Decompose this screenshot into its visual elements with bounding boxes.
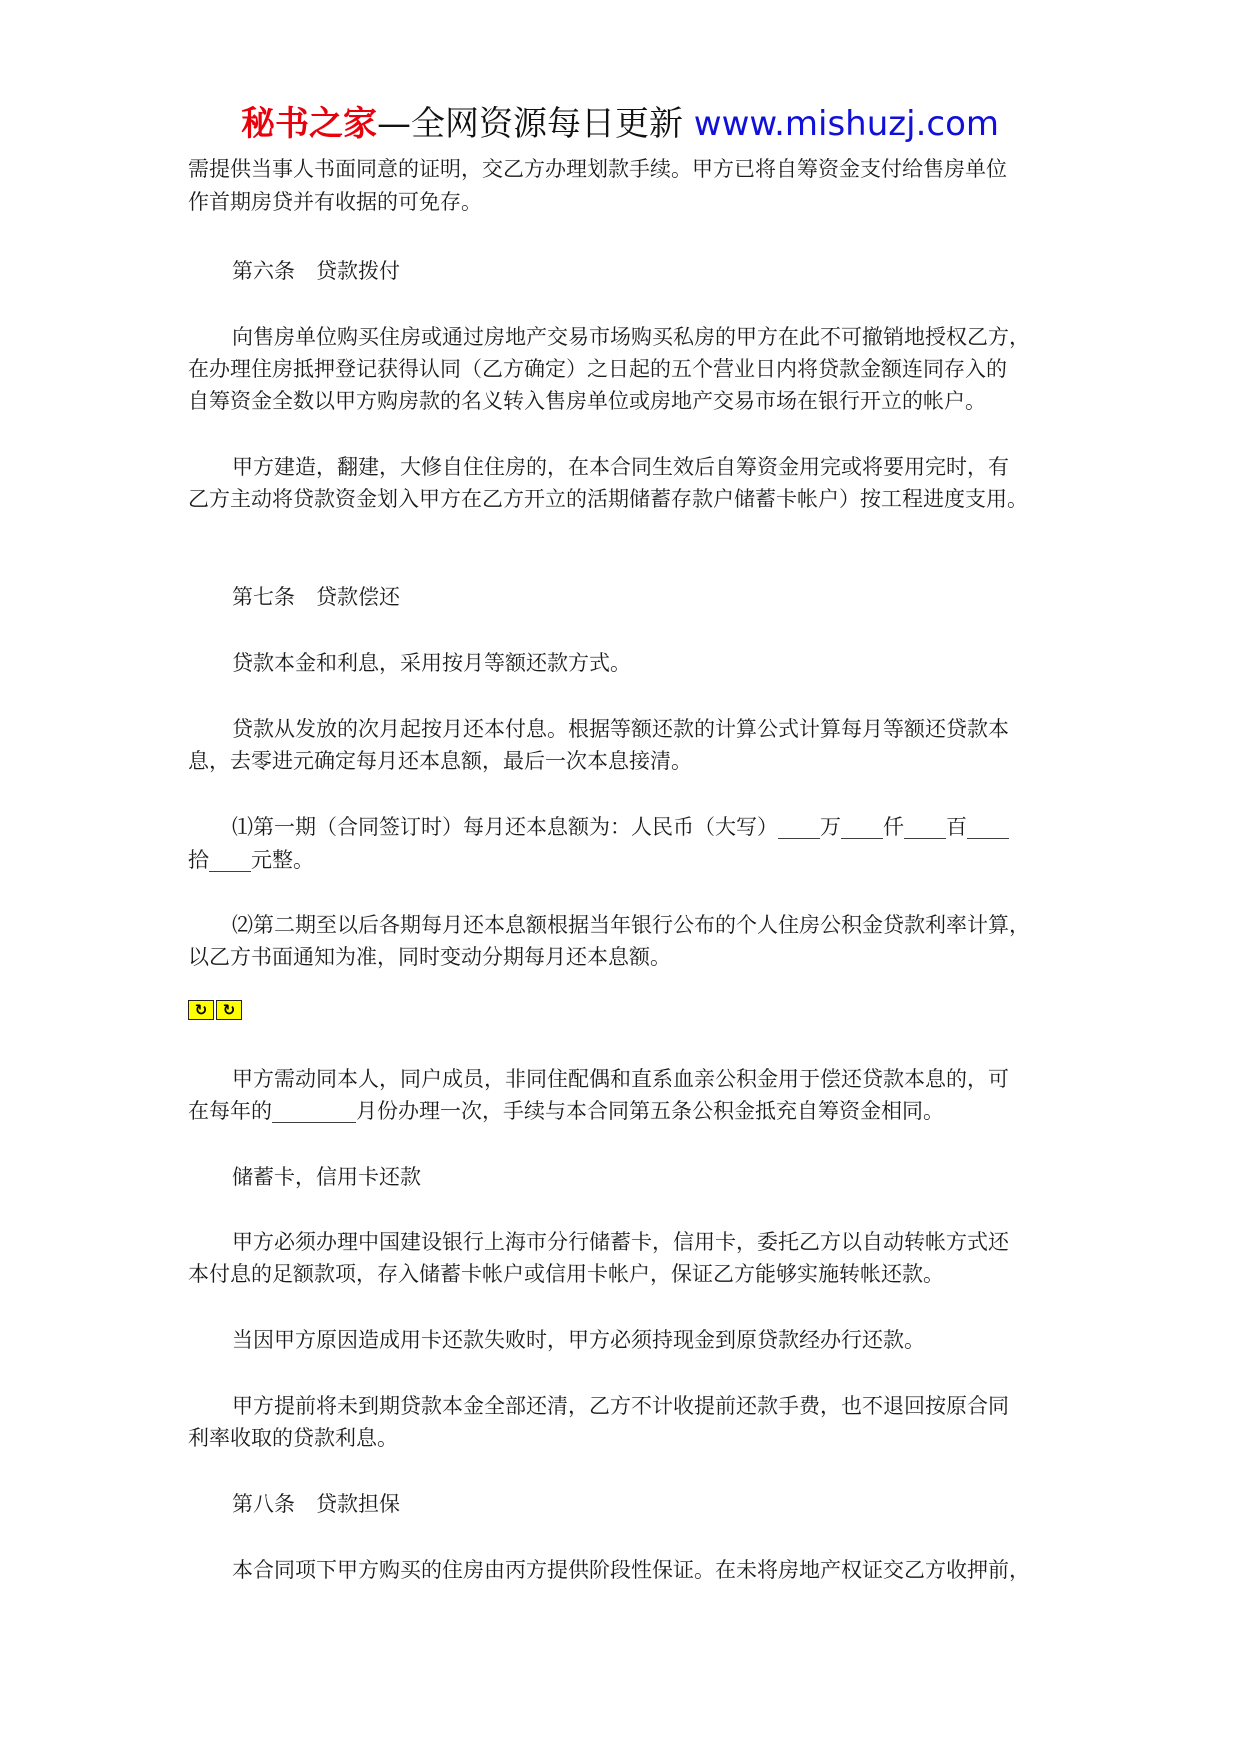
text-line: 息，去零进元确定每月还本息额，最后一次本息接清。 bbox=[188, 749, 692, 773]
site-header bbox=[0, 102, 1240, 146]
text-line: ⑴第一期（合同签订时）每月还本息额为：人民币（大写）____万____仟____百____ bbox=[232, 815, 1009, 839]
text-line: 贷款从发放的次月起按月还本付息。根据等额还款的计算公式计算每月等额还贷款本 bbox=[232, 717, 1009, 741]
macro-icon-group[interactable] bbox=[188, 1000, 242, 1020]
article-6-heading: 第六条 贷款拨付 bbox=[232, 259, 400, 283]
text-line: 甲方必须办理中国建设银行上海市分行储蓄卡，信用卡，委托乙方以自动转帐方式还 bbox=[232, 1230, 1009, 1254]
text-line: 向售房单位购买住房或通过房地产交易市场购买私房的甲方在此不可撤销地授权乙方， bbox=[232, 325, 1030, 349]
text-line: 乙方主动将贷款资金划入甲方在乙方开立的活期储蓄存款户储蓄卡帐户）按工程进度支用。 bbox=[188, 487, 1028, 511]
text-line: 当因甲方原因造成用卡还款失败时，甲方必须持现金到原贷款经办行还款。 bbox=[232, 1328, 925, 1352]
macro-icon[interactable]: ↻ bbox=[216, 1000, 242, 1020]
article-8-heading: 第八条 贷款担保 bbox=[232, 1492, 400, 1516]
text-line: 甲方需动同本人，同户成员，非同住配偶和直系血亲公积金用于偿还贷款本息的，可 bbox=[232, 1067, 1009, 1091]
site-slogan: —全网资源每日更新 bbox=[376, 104, 694, 144]
text-line: 在每年的________月份办理一次，手续与本合同第五条公积金抵充自筹资金相同。 bbox=[188, 1099, 944, 1123]
text-line: 贷款本金和利息，采用按月等额还款方式。 bbox=[232, 651, 631, 675]
text-line: 自筹资金全数以甲方购房款的名义转入售房单位或房地产交易市场在银行开立的帐户。 bbox=[188, 389, 986, 413]
text-line: 以乙方书面通知为准，同时变动分期每月还本息额。 bbox=[188, 945, 671, 969]
text-line: 甲方提前将未到期贷款本金全部还清，乙方不计收提前还款手费，也不退回按原合同 bbox=[232, 1394, 1009, 1418]
text-line: 需提供当事人书面同意的证明，交乙方办理划款手续。甲方已将自筹资金支付给售房单位 bbox=[188, 157, 1007, 181]
article-7-heading: 第七条 贷款偿还 bbox=[232, 585, 400, 609]
text-line: 利率收取的贷款利息。 bbox=[188, 1426, 398, 1450]
text-line: 拾____元整。 bbox=[188, 848, 314, 872]
text-line: 甲方建造，翻建，大修自住住房的，在本合同生效后自筹资金用完或将要用完时，有 bbox=[232, 455, 1009, 479]
text-line: 本付息的足额款项，存入储蓄卡帐户或信用卡帐户，保证乙方能够实施转帐还款。 bbox=[188, 1262, 944, 1286]
text-line: 本合同项下甲方购买的住房由丙方提供阶段性保证。在未将房地产权证交乙方收押前， bbox=[232, 1558, 1030, 1582]
site-brand: 秘书之家 bbox=[240, 104, 377, 144]
text-line: 作首期房贷并有收据的可免存。 bbox=[188, 190, 482, 214]
site-url-link[interactable]: www.mishuzj.com bbox=[693, 104, 999, 144]
section-heading: 储蓄卡，信用卡还款 bbox=[232, 1165, 421, 1189]
text-line: ⑵第二期至以后各期每月还本息额根据当年银行公布的个人住房公积金贷款利率计算， bbox=[232, 913, 1030, 937]
macro-icon[interactable]: ↻ bbox=[188, 1000, 214, 1020]
text-line: 在办理住房抵押登记获得认同（乙方确定）之日起的五个营业日内将贷款金额连同存入的 bbox=[188, 357, 1007, 381]
